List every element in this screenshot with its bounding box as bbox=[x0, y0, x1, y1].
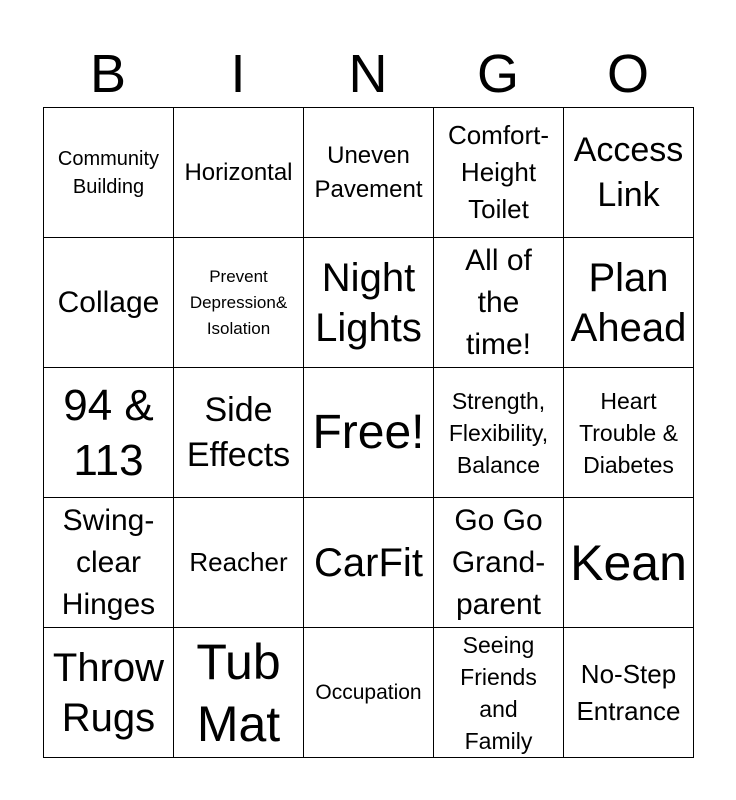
cell-text: Access Link bbox=[573, 130, 684, 214]
cell-text: Reacher bbox=[189, 547, 288, 577]
bingo-cell[interactable] bbox=[304, 238, 434, 368]
cell-text: Kean bbox=[570, 534, 687, 591]
bingo-cell[interactable] bbox=[564, 368, 694, 498]
cell-text: Swing- clear Hinges bbox=[61, 503, 156, 621]
bingo-cell[interactable] bbox=[304, 628, 434, 758]
cell-text: Night Lights bbox=[315, 255, 422, 350]
bingo-cell[interactable] bbox=[44, 238, 174, 368]
cell-text: All of the time! bbox=[465, 243, 532, 361]
bingo-cell[interactable] bbox=[304, 498, 434, 628]
cell-text: Uneven Pavement bbox=[314, 141, 423, 203]
cell-text: Prevent Depression& Isolation bbox=[189, 266, 288, 338]
cell-text: Horizontal bbox=[184, 158, 293, 186]
bingo-cell[interactable] bbox=[304, 108, 434, 238]
header-letter-g: G bbox=[476, 44, 519, 104]
bingo-cell free-space[interactable] bbox=[304, 368, 434, 498]
bingo-cell[interactable] bbox=[564, 498, 694, 628]
bingo-cell[interactable] bbox=[564, 108, 694, 238]
cell-text: 94 & 113 bbox=[63, 380, 154, 485]
bingo-cell[interactable] bbox=[434, 108, 564, 238]
cell-text: Collage bbox=[57, 285, 160, 319]
bingo-cell[interactable] bbox=[174, 108, 304, 238]
cell-text: Free! bbox=[312, 405, 425, 459]
bingo-cell[interactable] bbox=[434, 238, 564, 368]
bingo-cell[interactable] bbox=[44, 498, 174, 628]
bingo-cell[interactable] bbox=[174, 368, 304, 498]
cell-text: Heart Trouble & Diabetes bbox=[579, 387, 678, 478]
cell-text: Plan Ahead bbox=[570, 255, 687, 350]
bingo-header bbox=[43, 40, 693, 108]
cell-text: Tub Mat bbox=[196, 633, 281, 752]
cell-text: CarFit bbox=[314, 540, 423, 585]
cell-text: Community Building bbox=[57, 147, 160, 198]
cell-text: Side Effects bbox=[186, 390, 291, 474]
cell-text: Throw Rugs bbox=[52, 645, 165, 740]
header-letter-b: B bbox=[89, 44, 127, 104]
bingo-cell[interactable] bbox=[434, 368, 564, 498]
bingo-cell[interactable] bbox=[564, 628, 694, 758]
header-letter-o: O bbox=[606, 44, 649, 104]
bingo-cell[interactable] bbox=[174, 238, 304, 368]
header-letter-i: I bbox=[230, 44, 246, 104]
bingo-cell[interactable] bbox=[174, 628, 304, 758]
cell-text: Go Go Grand- parent bbox=[451, 503, 546, 621]
bingo-card-grid bbox=[43, 107, 694, 758]
bingo-cell[interactable] bbox=[434, 498, 564, 628]
bingo-cell[interactable] bbox=[434, 628, 564, 758]
cell-text: Comfort- Height Toilet bbox=[447, 120, 550, 224]
bingo-cell[interactable] bbox=[174, 498, 304, 628]
bingo-cell[interactable] bbox=[44, 368, 174, 498]
bingo-cell[interactable] bbox=[44, 628, 174, 758]
header-letter-n: N bbox=[348, 44, 388, 104]
cell-text: Occupation bbox=[315, 680, 422, 704]
bingo-cell[interactable] bbox=[564, 238, 694, 368]
bingo-cell[interactable] bbox=[44, 108, 174, 238]
cell-text: No-Step Entrance bbox=[576, 658, 681, 726]
cell-text: Strength, Flexibility, Balance bbox=[448, 387, 549, 478]
cell-text: Seeing Friends and Family bbox=[460, 631, 537, 754]
